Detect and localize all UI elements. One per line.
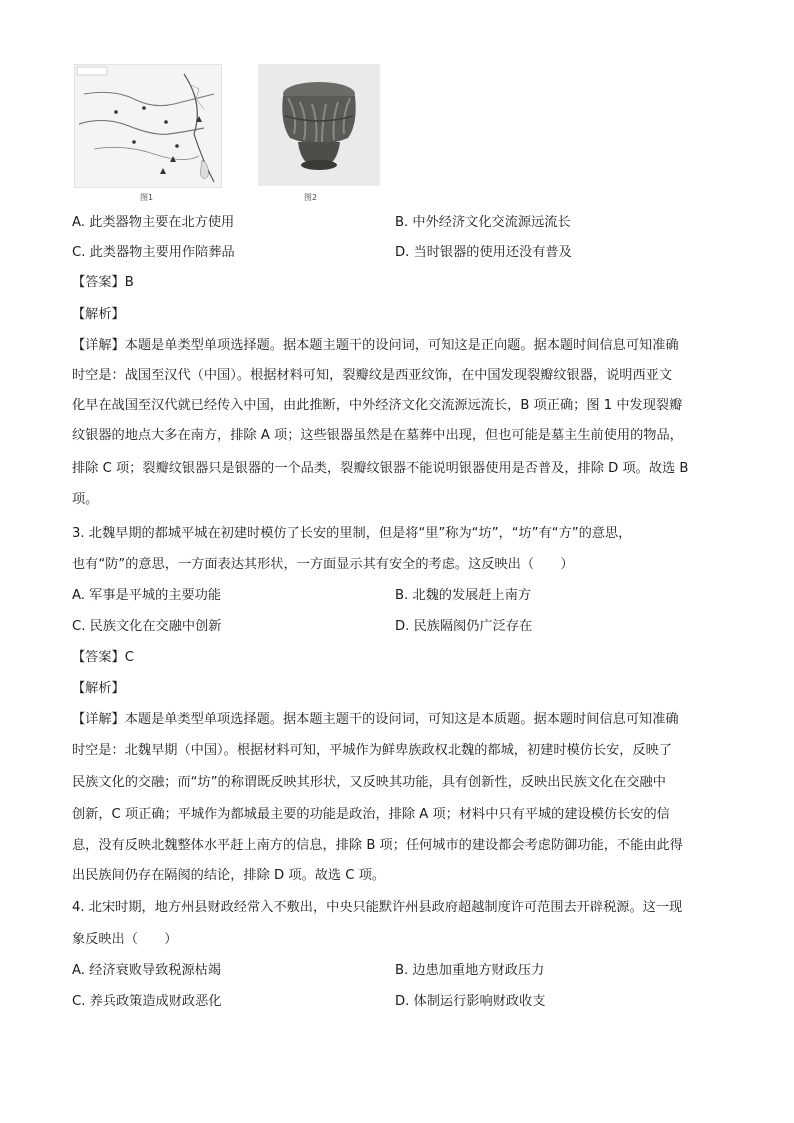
q3-option-b: B. 北魏的发展赶上南方 — [395, 588, 532, 603]
q3-detail-line: 民族文化的交融；而“坊”的称谓既反映其形状，又反映其功能，具有创新性，反映出民族文化在交融中 — [72, 775, 666, 790]
q2-option-c: C. 此类器物主要用作陪葬品 — [72, 245, 235, 260]
q2-analysis-label: 【解析】 — [72, 307, 125, 322]
q3-option-d: D. 民族隔阂仍广泛存在 — [395, 619, 533, 634]
map-icon — [74, 64, 222, 188]
q2-detail-line: 排除 C 项；裂瓣纹银器只是银器的一个品类，裂瓣纹银器不能说明银器使用是否普及，排除 D 项。故选 B — [72, 461, 689, 476]
q3-answer: 【答案】C — [72, 650, 134, 665]
q3-stem-line: 也有“防”的意思，一方面表达其形状，一方面显示其有安全的考虑。这反映出（ ） — [72, 557, 574, 572]
figures-row — [74, 64, 394, 206]
q3-option-c: C. 民族文化在交融中创新 — [72, 619, 222, 634]
q2-answer: 【答案】B — [72, 275, 134, 290]
q3-detail-line: 【详解】本题是单类型单项选择题。据本题主题干的设问词，可知这是本质题。据本题时间信息可知准确 — [72, 712, 679, 727]
q3-detail-line: 出民族间仍存在隔阂的结论，排除 D 项。故选 C 项。 — [72, 868, 386, 883]
q4-stem-line: 象反映出（ ） — [72, 932, 178, 947]
q3-detail-line: 息，没有反映北魏整体水平赶上南方的信息，排除 B 项；任何城市的建设都会考虑防御功能，不能由此得 — [72, 838, 683, 853]
figure-1-caption: 图1 — [140, 193, 154, 202]
q4-option-d: D. 体制运行影响财政收支 — [395, 994, 546, 1009]
q3-stem-line: 3. 北魏早期的都城平城在初建时模仿了长安的里制，但是将“里”称为“坊”，“坊”有“方”的意思， — [72, 526, 632, 541]
figure-2-caption: 图2 — [304, 193, 318, 202]
q4-stem-line: 4. 北宋时期，地方州县财政经常入不敷出，中央只能默许州县政府超越制度许可范围去开辟税源。这一现 — [72, 900, 683, 915]
q3-detail-line: 创新，C 项正确；平城作为都城最主要的功能是政治，排除 A 项；材料中只有平城的建设模仿长安的信 — [72, 807, 670, 822]
q2-detail-line: 【详解】本题是单类型单项选择题。据本题主题干的设问词，可知这是正向题。据本题时间信息可知准确 — [72, 338, 679, 353]
q4-option-a: A. 经济衰败导致税源枯竭 — [72, 963, 222, 978]
q3-detail-line: 时空是：北魏早期（中国）。根据材料可知，平城作为鲜卑族政权北魏的都城，初建时模仿长安，反映了 — [72, 743, 673, 758]
silver-box-icon — [258, 64, 380, 186]
q2-detail-line: 时空是：战国至汉代（中国）。根据材料可知，裂瓣纹是西亚纹饰，在中国发现裂瓣纹银器，说明西亚文 — [72, 368, 673, 383]
q2-option-a: A. 此类器物主要在北方使用 — [72, 215, 235, 230]
q2-option-b: B. 中外经济文化交流源远流长 — [395, 215, 571, 230]
q4-option-c: C. 养兵政策造成财政恶化 — [72, 994, 222, 1009]
q2-detail-line: 化早在战国至汉代就已经传入中国，由此推断，中外经济文化交流源远流长，B 项正确；图 1 中发现裂瓣 — [72, 398, 683, 413]
q2-option-d: D. 当时银器的使用还没有普及 — [395, 245, 572, 260]
figure-2-silver-box-image — [258, 64, 380, 186]
q2-detail-line: 纹银器的地点大多在南方，排除 A 项；这些银器虽然是在墓葬中出现，但也可能是墓主生前使用的物品， — [72, 428, 683, 443]
q3-option-a: A. 军事是平城的主要功能 — [72, 588, 222, 603]
q4-option-b: B. 边患加重地方财政压力 — [395, 963, 545, 978]
q2-detail-line: 项。 — [72, 492, 99, 507]
q3-analysis-label: 【解析】 — [72, 681, 125, 696]
figure-1-map-image — [74, 64, 222, 188]
